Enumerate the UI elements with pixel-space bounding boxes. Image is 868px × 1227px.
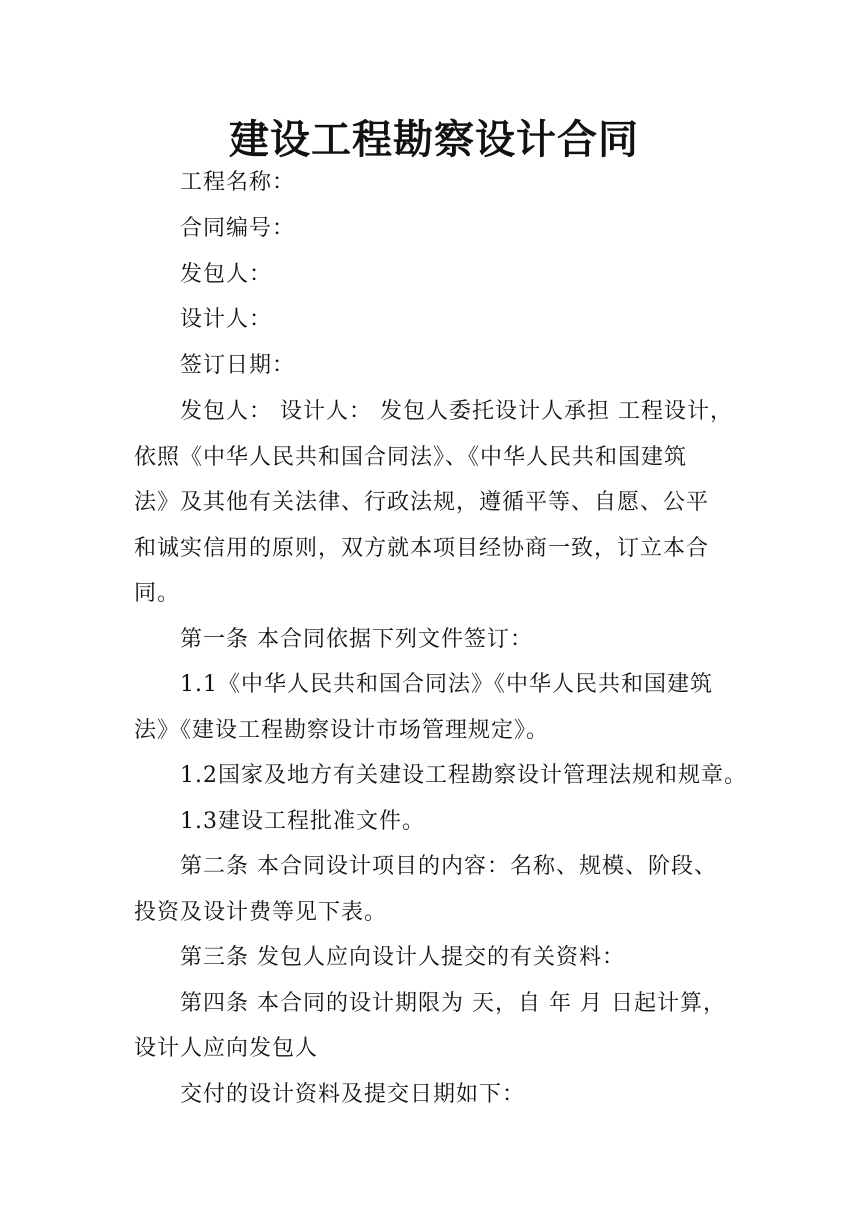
- clause-line: 1.2国家及地方有关建设工程勘察设计管理法规和规章。: [180, 763, 747, 788]
- clause-line: 法》《建设工程勘察设计市场管理规定》。: [134, 718, 550, 743]
- paragraph-line: 设计人应向发包人: [134, 1036, 319, 1061]
- field-designer: 设计人：: [180, 307, 273, 332]
- paragraph-line: 投资及设计费等见下表。: [134, 900, 388, 925]
- document-title: 建设工程勘察设计合同: [229, 116, 639, 163]
- paragraph-line: 同。: [134, 581, 181, 606]
- paragraph-line: 交付的设计资料及提交日期如下：: [180, 1082, 526, 1107]
- article-heading: 第四条 本合同的设计期限为 天，自 年 月 日起计算，: [180, 991, 726, 1016]
- field-contract-no: 合同编号：: [180, 216, 296, 241]
- article-heading: 第一条 本合同依据下列文件签订：: [180, 627, 533, 652]
- field-project-name: 工程名称：: [180, 170, 296, 195]
- article-heading: 第三条 发包人应向设计人提交的有关资料：: [180, 945, 625, 970]
- field-sign-date: 签订日期：: [180, 353, 296, 378]
- clause-line: 1.1《中华人民共和国合同法》《中华人民共和国建筑: [180, 672, 713, 697]
- paragraph-line: 和诚实信用的原则，双方就本项目经协商一致，订立本合: [134, 536, 710, 561]
- paragraph-line: 法》及其他有关法律、行政法规，遵循平等、自愿、公平: [134, 490, 710, 515]
- field-employer: 发包人：: [180, 262, 273, 287]
- paragraph-line: 发包人： 设计人： 发包人委托设计人承担 工程设计，: [180, 399, 733, 424]
- paragraph-line: 依照《中华人民共和国合同法》、《中华人民共和国建筑: [134, 445, 688, 470]
- article-heading: 第二条 本合同设计项目的内容：名称、规模、阶段、: [180, 854, 717, 879]
- clause-line: 1.3建设工程批准文件。: [180, 809, 425, 834]
